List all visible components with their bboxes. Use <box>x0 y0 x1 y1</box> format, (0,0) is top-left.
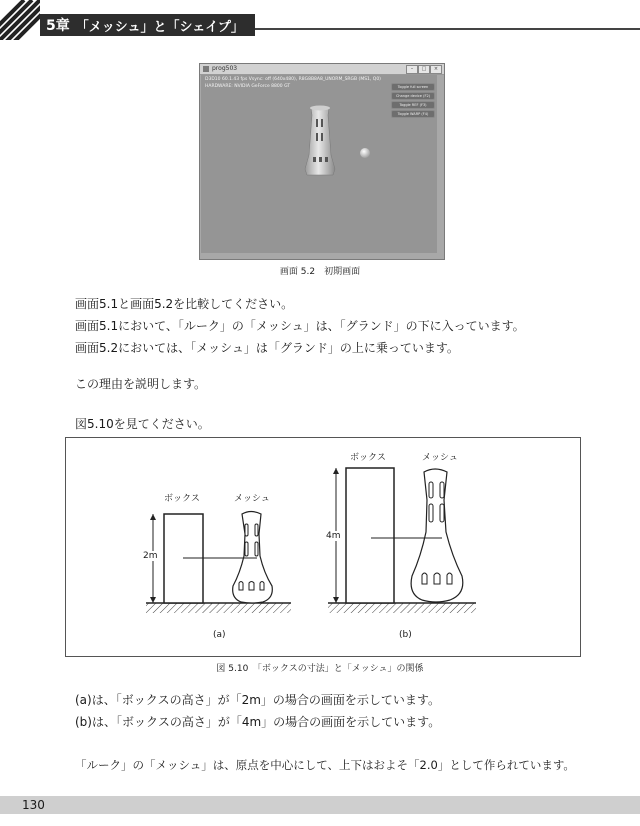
toggle-ref-button: Toggle REF (F3) <box>391 101 435 109</box>
paragraph: 画面5.1と画面5.2を比較してください。 <box>75 297 294 311</box>
header-rule <box>255 28 640 30</box>
footer-bar <box>0 796 640 814</box>
change-device-button: Change device (F2) <box>391 92 435 100</box>
hud-stats-line: D3D10 60.1.43 fps Vsync: off (640x480), R8G8B8A8_UNORM_SRGB (MS1, Q0) <box>205 77 381 82</box>
toggle-fullscreen-button: Toggle full screen <box>391 83 435 91</box>
header-stripes-decoration <box>0 0 40 40</box>
height-label-b: 4m <box>326 531 341 541</box>
mesh-label-a: メッシュ <box>234 494 270 504</box>
paragraph: 「ルーク」の「メッシュ」は、原点を中心にして、上下はおよそ「2.0」として作られています。 <box>75 758 575 772</box>
close-icon: × <box>430 65 442 74</box>
figure-caption: 図 5.10 「ボックスの寸法」と「メッシュ」の関係 <box>216 664 424 674</box>
page-number: 130 <box>22 798 45 812</box>
mesh-label-b: メッシュ <box>422 453 458 463</box>
app-screenshot <box>199 63 445 260</box>
paragraph: (a)は、「ボックスの高さ」が「2m」の場合の画面を示しています。 <box>75 693 440 707</box>
paragraph: (b)は、「ボックスの高さ」が「4m」の場合の画面を示しています。 <box>75 715 441 729</box>
box-label-b: ボックス <box>350 453 386 463</box>
maximize-icon: □ <box>418 65 430 74</box>
minimize-icon: – <box>406 65 418 74</box>
chapter-header <box>40 14 255 36</box>
panel-b <box>328 468 476 613</box>
panel-label-a: (a) <box>213 630 226 640</box>
panel-a <box>146 512 291 614</box>
window-titlebar <box>200 64 444 75</box>
app-icon <box>203 66 209 72</box>
figure-box-mesh-diagram <box>65 437 581 657</box>
paragraph: 図5.10を見てください。 <box>75 417 210 431</box>
render-viewport <box>201 75 437 253</box>
window-title: prog503 <box>212 65 238 72</box>
paragraph: 画面5.1において、「ルーク」の「メッシュ」は、「グランド」の下に入っています。 <box>75 319 525 333</box>
box-label-a: ボックス <box>164 494 200 504</box>
screenshot-caption: 画面 5.2 初期画面 <box>279 267 361 277</box>
paragraph: この理由を説明します。 <box>75 377 207 391</box>
hud-device-line: HARDWARE: NVIDIA GeForce 8800 GT <box>205 84 291 89</box>
height-label-a: 2m <box>143 551 158 561</box>
toggle-warp-button: Toggle WARP (F4) <box>391 110 435 118</box>
figure-drawing <box>66 438 580 656</box>
chapter-number: 5章 <box>46 18 70 34</box>
panel-label-b: (b) <box>399 630 412 640</box>
rook-and-sphere-render <box>201 75 437 253</box>
paragraph: 画面5.2においては、「メッシュ」は「グランド」の上に乗っています。 <box>75 341 459 355</box>
chapter-title: 「メッシュ」と「シェイプ」 <box>75 19 244 35</box>
